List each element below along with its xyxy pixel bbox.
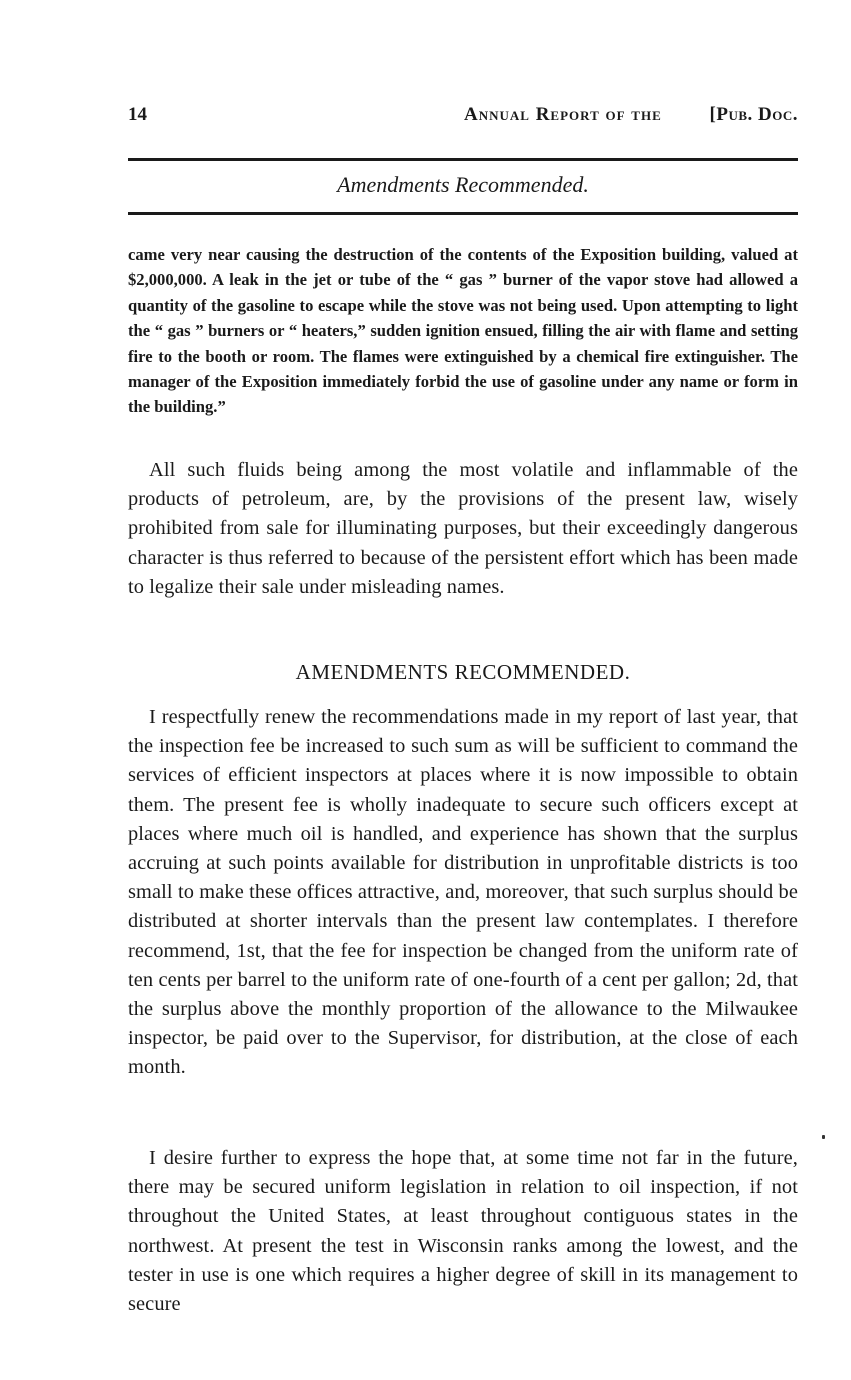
- document-reference: [Pub. Doc.: [709, 104, 798, 125]
- quoted-paragraph: came very near causing the destruction of the contents of the Exposition building, valued at $2,000,000. A leak in the jet or tube of the “ gas ” burner of the vapor stove had allowed a quantity of the gasoline to escape while the stove was not being used. Upon attempting to light the “ gas ” burners or “ heaters,” sudden ignition ensued, filling the air with flame and setting fire to the booth or room. The flames were extinguished by a chemical fire extinguisher. The manager of the Exposition immediately forbid the use of gasoline under any name or form in the building.”: [128, 245, 798, 417]
- running-title: Annual Report of the: [464, 104, 662, 125]
- running-head: [128, 104, 798, 134]
- paragraph-uniform-legislation: I desire further to express the hope that, at some time not far in the future, there may be secured uniform legislation in relation to oil inspection, if not throughout the United States, at least throughout contiguous states in the northwest. At present the test in Wisconsin ranks among the lowest, and the tester in use is one which requires a higher degree of skill in its management to secure: [128, 1147, 798, 1316]
- page-number: 14: [128, 104, 147, 125]
- paragraph-fluids: All such fluids being among the most volatile and inflammable of the products of petroleum, are, by the provisions of the present law, wisely prohibited from sale for illuminating purposes, but their exceedingly dangerous character is thus referred to because of the persistent effort which has been made to legalize their sale under misleading names.: [128, 459, 798, 598]
- section-subhead: Amendments Recommended.: [337, 172, 589, 197]
- section-heading: AMENDMENTS RECOMMENDED.: [295, 660, 631, 684]
- header-rule-bottom: [128, 212, 798, 215]
- paragraph-recommendations: I respectfully renew the recommendations made in my report of last year, that the inspection fee be increased to such sum as will be sufficient to command the services of efficient inspectors at places where it is now impossible to obtain them. The present fee is wholly inadequate to secure such officers except at places where much oil is handled, and experience has shown that the surplus accruing at such points available for distribution in unprofitable districts is too small to make these offices attractive, and, moreover, that such surplus should be distributed at shorter intervals than the present law contemplates. I therefore recommend, 1st, that the fee for inspection be changed from the uniform rate of ten cents per barrel to the uniform rate of one-fourth of a cent per gallon; 2d, that the surplus above the monthly proportion of the allowance to the Milwaukee inspector, be paid over to the Supervisor, for distribution, at the close of each month.: [128, 706, 798, 1079]
- ink-speck: [822, 1135, 825, 1139]
- header-rule-top: [128, 158, 798, 161]
